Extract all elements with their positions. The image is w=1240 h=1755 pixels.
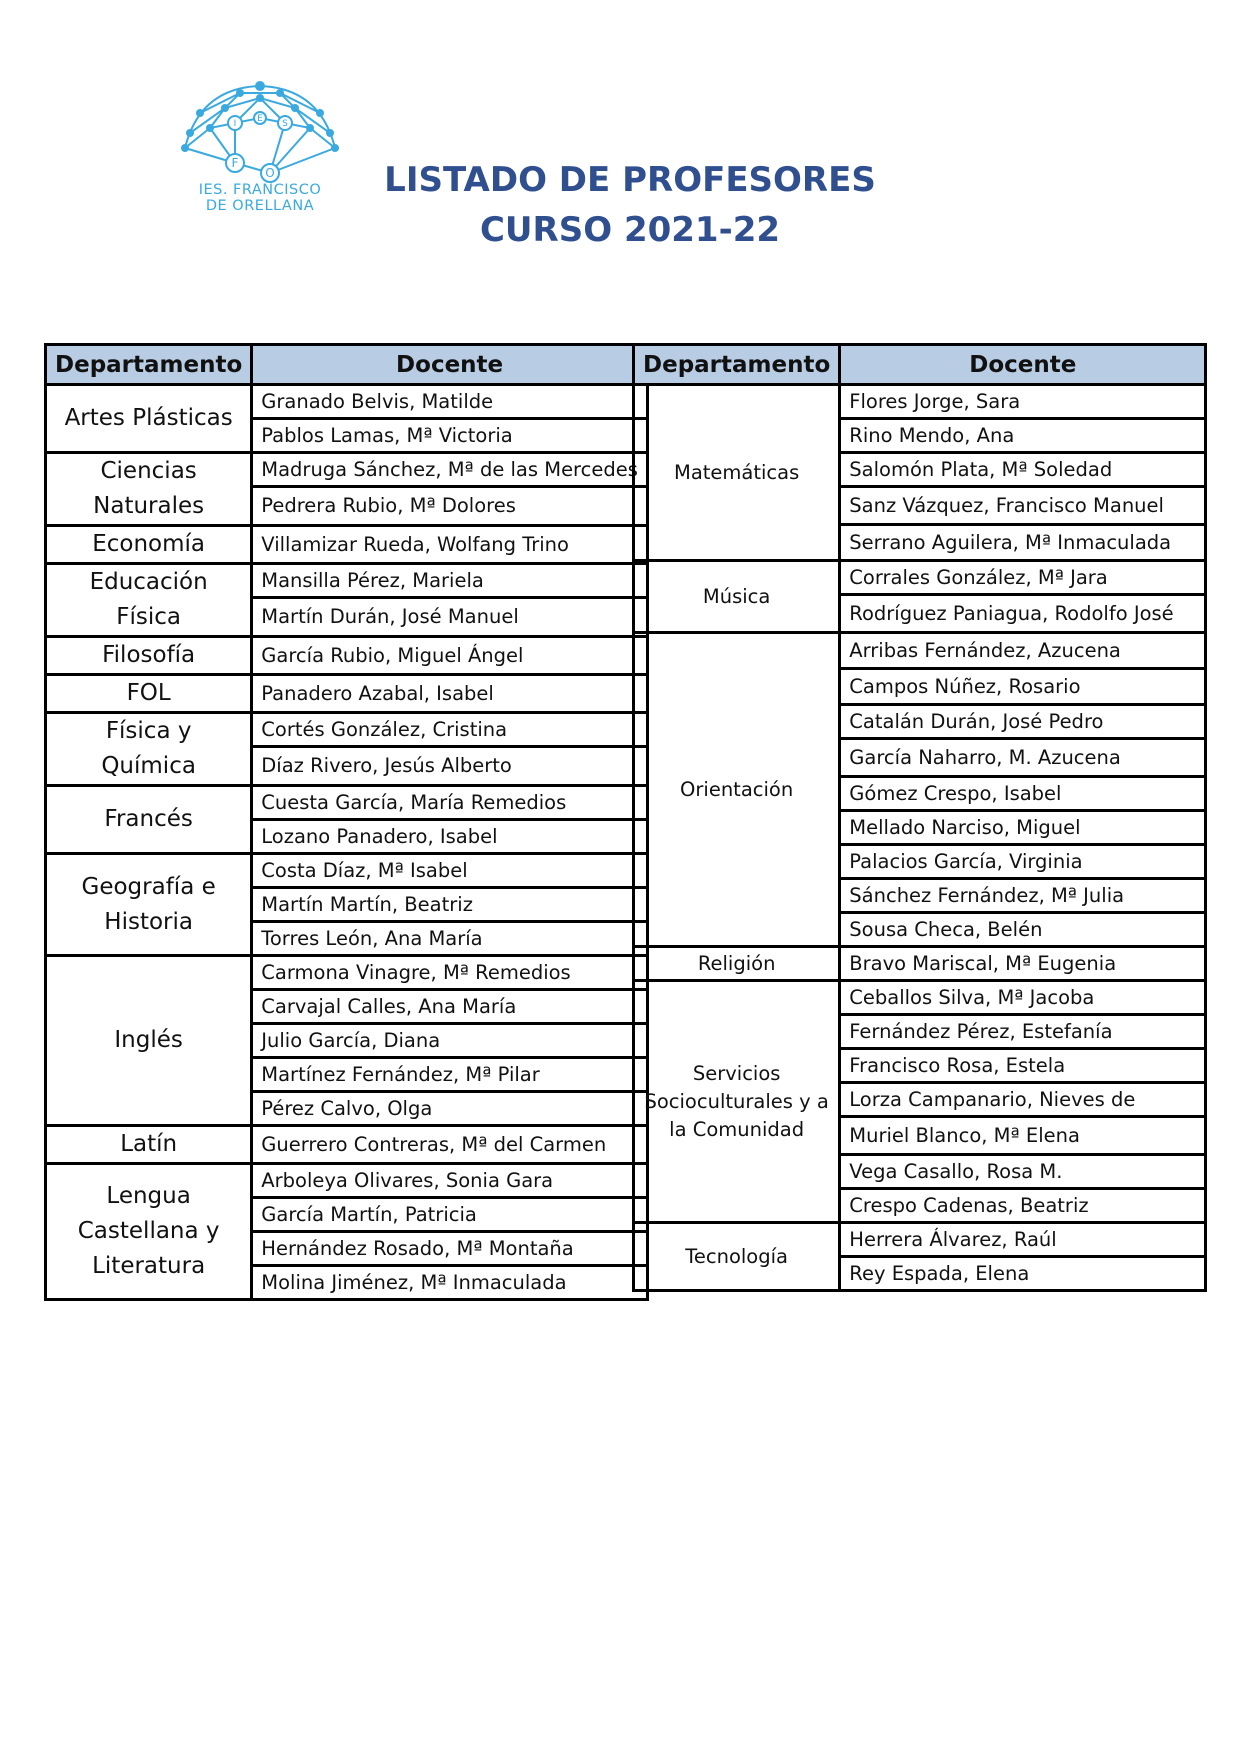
logo-letter: E	[257, 114, 263, 124]
teacher-cell: Guerrero Contreras, Mª del Carmen	[252, 1126, 648, 1164]
table-row	[46, 526, 648, 564]
teacher-cell: Ceballos Silva, Mª Jacoba	[840, 981, 1206, 1015]
table-row	[46, 1126, 648, 1164]
teacher-cell: García Martín, Patricia	[252, 1198, 648, 1232]
header-docente: Docente	[252, 345, 648, 385]
table-row	[46, 675, 648, 713]
school-logo	[180, 78, 340, 218]
page-title	[330, 155, 930, 255]
teacher-cell: Sousa Checa, Belén	[840, 913, 1206, 947]
logo-text-line2: DE ORELLANA	[205, 198, 315, 214]
teacher-cell: Bravo Mariscal, Mª Eugenia	[840, 947, 1206, 981]
table-row	[634, 1223, 1206, 1257]
logo-text-line1: IES. FRANCISCO	[198, 182, 322, 198]
department-cell: Matemáticas	[634, 385, 840, 561]
teacher-cell: Pablos Lamas, Mª Victoria	[252, 419, 648, 453]
teacher-cell: Torres León, Ana María	[252, 922, 648, 956]
department-cell: Filosofía	[46, 637, 252, 675]
department-cell: Economía	[46, 526, 252, 564]
teacher-cell: Campos Núñez, Rosario	[840, 669, 1206, 705]
teacher-cell: Sanz Vázquez, Francisco Manuel	[840, 487, 1206, 525]
teacher-cell: Carmona Vinagre, Mª Remedios	[252, 956, 648, 990]
teacher-cell: Carvajal Calles, Ana María	[252, 990, 648, 1024]
teacher-cell: Corrales González, Mª Jara	[840, 561, 1206, 595]
table-row	[634, 947, 1206, 981]
teacher-cell: García Rubio, Miguel Ángel	[252, 637, 648, 675]
teacher-cell: García Naharro, M. Azucena	[840, 739, 1206, 777]
logo-letter: I	[233, 119, 237, 129]
teacher-cell: Arribas Fernández, Azucena	[840, 633, 1206, 669]
header-docente: Docente	[840, 345, 1206, 385]
teacher-cell: Vega Casallo, Rosa M.	[840, 1155, 1206, 1189]
teacher-cell: Flores Jorge, Sara	[840, 385, 1206, 419]
teacher-cell: Rino Mendo, Ana	[840, 419, 1206, 453]
department-cell: Servicios Socioculturales y a la Comunidad	[634, 981, 840, 1223]
department-cell: Artes Plásticas	[46, 385, 252, 453]
logo-letter: S	[282, 119, 288, 129]
department-cell: Música	[634, 561, 840, 633]
teacher-cell: Pérez Calvo, Olga	[252, 1092, 648, 1126]
department-cell: Física y Química	[46, 713, 252, 786]
department-cell: Francés	[46, 786, 252, 854]
teacher-cell: Villamizar Rueda, Wolfang Trino	[252, 526, 648, 564]
teacher-cell: Lozano Panadero, Isabel	[252, 820, 648, 854]
teacher-cell: Molina Jiménez, Mª Inmaculada	[252, 1266, 648, 1300]
table-row	[46, 1164, 648, 1198]
teacher-cell: Pedrera Rubio, Mª Dolores	[252, 487, 648, 526]
left-teachers-table	[44, 343, 649, 1301]
department-cell: Ciencias Naturales	[46, 453, 252, 526]
teacher-cell: Crespo Cadenas, Beatriz	[840, 1189, 1206, 1223]
teacher-cell: Díaz Rivero, Jesús Alberto	[252, 747, 648, 786]
teacher-cell: Lorza Campanario, Nieves de	[840, 1083, 1206, 1117]
table-header-row	[634, 345, 1206, 385]
network-globe-icon	[180, 78, 340, 188]
teacher-cell: Herrera Álvarez, Raúl	[840, 1223, 1206, 1257]
table-row	[46, 453, 648, 487]
teacher-cell: Francisco Rosa, Estela	[840, 1049, 1206, 1083]
teacher-cell: Cortés González, Cristina	[252, 713, 648, 747]
header-departamento: Departamento	[634, 345, 840, 385]
teacher-cell: Costa Díaz, Mª Isabel	[252, 854, 648, 888]
teacher-cell: Julio García, Diana	[252, 1024, 648, 1058]
table-row	[46, 854, 648, 888]
department-cell: Orientación	[634, 633, 840, 947]
teacher-cell: Cuesta García, María Remedios	[252, 786, 648, 820]
teacher-cell: Granado Belvis, Matilde	[252, 385, 648, 419]
department-cell: Religión	[634, 947, 840, 981]
teacher-cell: Martínez Fernández, Mª Pilar	[252, 1058, 648, 1092]
teacher-cell: Panadero Azabal, Isabel	[252, 675, 648, 713]
teacher-cell: Arboleya Olivares, Sonia Gara	[252, 1164, 648, 1198]
teacher-cell: Mellado Narciso, Miguel	[840, 811, 1206, 845]
teacher-cell: Sánchez Fernández, Mª Julia	[840, 879, 1206, 913]
department-cell: Lengua Castellana y Literatura	[46, 1164, 252, 1300]
teacher-cell: Catalán Durán, José Pedro	[840, 705, 1206, 739]
teacher-cell: Muriel Blanco, Mª Elena	[840, 1117, 1206, 1155]
teacher-cell: Fernández Pérez, Estefanía	[840, 1015, 1206, 1049]
teacher-cell: Serrano Aguilera, Mª Inmaculada	[840, 525, 1206, 561]
table-row	[634, 981, 1206, 1015]
table-row	[634, 385, 1206, 419]
teacher-cell: Martín Martín, Beatriz	[252, 888, 648, 922]
teacher-cell: Salomón Plata, Mª Soledad	[840, 453, 1206, 487]
right-teachers-table	[632, 343, 1207, 1292]
teacher-cell: Palacios García, Virginia	[840, 845, 1206, 879]
department-cell: Geografía e Historia	[46, 854, 252, 956]
teacher-cell: Mansilla Pérez, Mariela	[252, 564, 648, 598]
table-row	[46, 713, 648, 747]
teacher-cell: Rodríguez Paniagua, Rodolfo José	[840, 595, 1206, 633]
left-table-container	[44, 343, 649, 1301]
table-header-row	[46, 345, 648, 385]
table-row	[46, 564, 648, 598]
department-cell: Latín	[46, 1126, 252, 1164]
department-cell: Inglés	[46, 956, 252, 1126]
header-departamento: Departamento	[46, 345, 252, 385]
table-row	[46, 956, 648, 990]
department-cell: Educación Física	[46, 564, 252, 637]
teacher-cell: Rey Espada, Elena	[840, 1257, 1206, 1291]
table-row	[46, 637, 648, 675]
logo-letter: F	[231, 156, 239, 170]
department-cell: Tecnología	[634, 1223, 840, 1291]
table-row	[634, 561, 1206, 595]
title-line1: LISTADO DE PROFESORES	[384, 160, 876, 200]
logo-letter: O	[265, 166, 275, 180]
teacher-cell: Hernández Rosado, Mª Montaña	[252, 1232, 648, 1266]
table-row	[46, 385, 648, 419]
teacher-cell: Madruga Sánchez, Mª de las Mercedes	[252, 453, 648, 487]
department-cell: FOL	[46, 675, 252, 713]
table-row	[46, 786, 648, 820]
table-row	[634, 633, 1206, 669]
title-line2: CURSO 2021-22	[479, 210, 781, 250]
teacher-cell: Gómez Crespo, Isabel	[840, 777, 1206, 811]
right-table-container	[632, 343, 1207, 1292]
teacher-cell: Martín Durán, José Manuel	[252, 598, 648, 637]
